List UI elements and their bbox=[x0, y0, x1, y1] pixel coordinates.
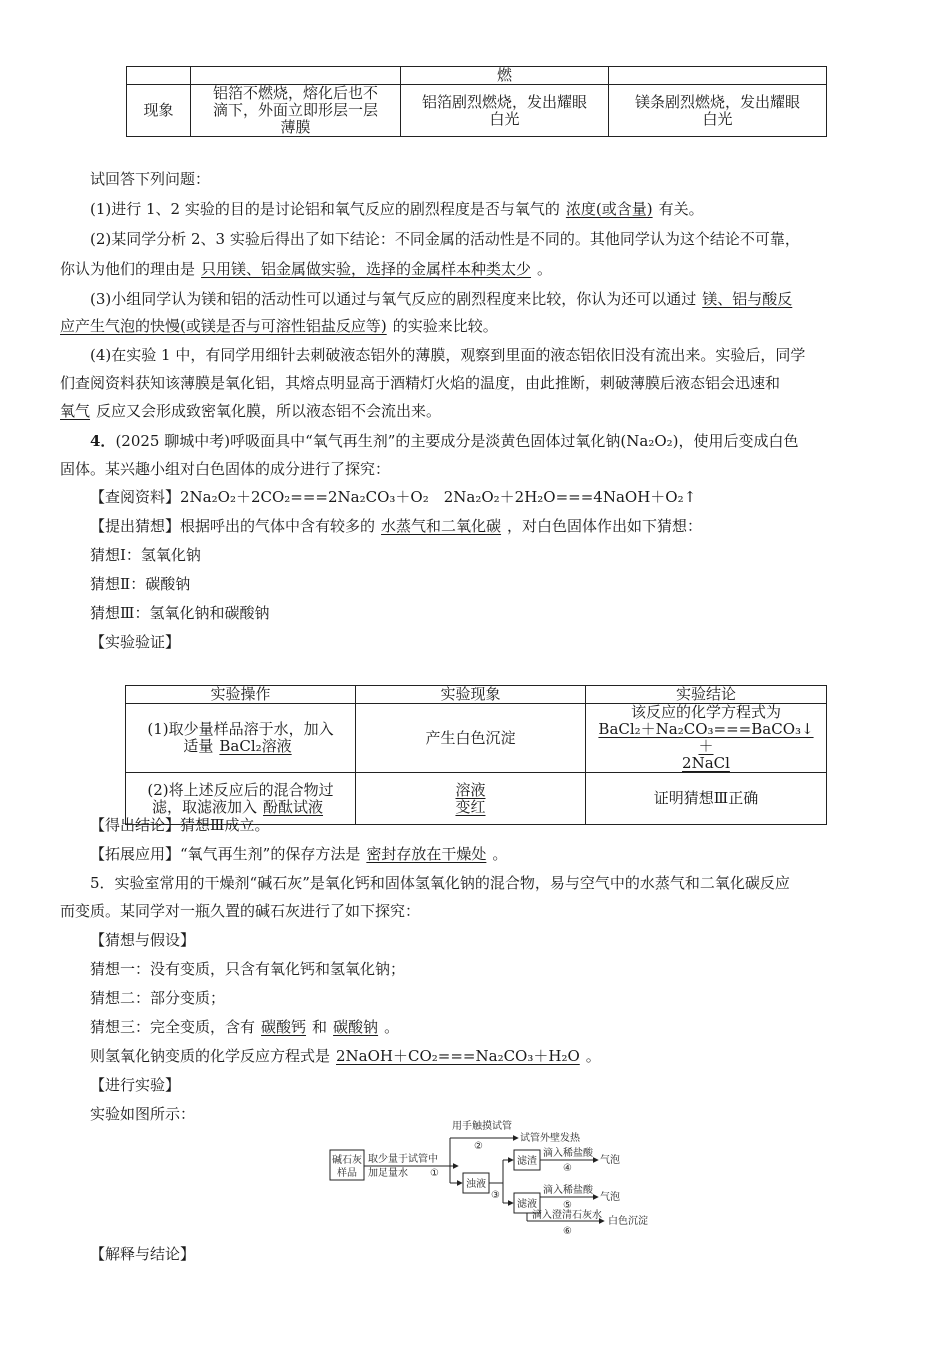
step-label: 用手触摸试管 bbox=[452, 1121, 512, 1132]
equation-line: 则氢氧化钠变质的化学反应方程式是 2NaOH＋CO₂===Na₂CO₃＋H₂O 。 bbox=[90, 1047, 601, 1065]
step-label: 滴入稀盐酸 bbox=[543, 1148, 593, 1159]
question-line: (3)小组同学认为镁和铝的活动性可以通过与氧气反应的剧烈程度来比较，你认为还可以通过 镁、铝与酸反 bbox=[90, 288, 892, 310]
question-line: (1)进行 1、2 实验的目的是讨论铝和氧气反应的剧烈程度是否与氧气的 浓度(或含量) 有关。 bbox=[90, 200, 704, 218]
table-cell: 铝箔不燃烧，熔化后也不 滴下，外面立即形层一层 薄膜 bbox=[191, 85, 401, 137]
table-cell: 燃 bbox=[401, 67, 609, 85]
answer-blank: 只用镁、铝金属做实验，选择的金属样本种类太少 bbox=[201, 260, 532, 278]
hypothesis-item: 猜想二：部分变质； bbox=[90, 989, 226, 1007]
answer-blank: 变红 bbox=[455, 797, 486, 816]
experiment-flow-diagram bbox=[328, 1118, 668, 1238]
hypothesis-line: 【提出猜想】根据呼出的气体中含有较多的 水蒸气和二氧化碳 ，对白色固体作出如下猜想： bbox=[90, 517, 703, 535]
answer-blank: BaCl₂溶液 bbox=[219, 737, 292, 755]
section-tag: 【解释与结论】 bbox=[90, 1245, 196, 1263]
node-label: 滤渣 bbox=[517, 1156, 537, 1167]
answer-blank: 碳酸钠 bbox=[333, 1018, 379, 1036]
sample-label: 样品 bbox=[337, 1168, 357, 1179]
answer-blank: 2NaOH＋CO₂===Na₂CO₃＋H₂O bbox=[336, 1047, 580, 1065]
table-cell: (2)将上述反应后的混合物过 滤，取滤液加入 酚酞试液 bbox=[126, 773, 356, 825]
table-cell: 镁条剧烈燃烧，发出耀眼 白光 bbox=[609, 85, 827, 137]
question-line: 应产生气泡的快慢(或镁是否与可溶性铝盐反应等) 的实验来比较。 bbox=[60, 317, 498, 335]
hypothesis-item: 猜想Ⅰ：氢氧化钠 bbox=[90, 546, 201, 564]
answer-blank: 溶液 bbox=[455, 780, 486, 799]
answer-blank: 镁、铝与酸反 bbox=[702, 290, 793, 308]
hypothesis-item: 猜想Ⅲ：氢氧化钠和碳酸钠 bbox=[90, 604, 270, 622]
result-label: 试管外壁发热 bbox=[520, 1133, 580, 1144]
answer-blank: 氧气 bbox=[60, 402, 91, 420]
question-line: 实验如图所示： bbox=[90, 1105, 196, 1123]
question-line: 而变质。某同学对一瓶久置的碱石灰进行了如下探究： bbox=[60, 902, 421, 920]
step-label: 加足量水 bbox=[368, 1168, 408, 1179]
row-label: 现象 bbox=[127, 85, 191, 137]
conclusion-line: 【得出结论】猜想Ⅲ成立。 bbox=[90, 816, 270, 834]
result-label: 气泡 bbox=[600, 1155, 620, 1166]
question-5-line: 5．实验室常用的干燥剂“碱石灰”是氧化钙和固体氢氧化钠的混合物，易与空气中的水蒸气和二氧化碳反应 bbox=[90, 874, 790, 892]
question-4-line: 4．(2025 聊城中考)呼吸面具中“氧气再生剂”的主要成分是淡黄色固体过氧化钠(Na₂O₂)，使用后变成白色 bbox=[90, 432, 799, 450]
step-label: 取少量于试管中 bbox=[368, 1154, 438, 1165]
observation-table bbox=[126, 66, 827, 137]
question-line: (4)在实验 1 中，有同学用细针去刺破液态铝外的薄膜，观察到里面的液态铝依旧没有流出来。实验后，同学 bbox=[90, 346, 806, 364]
answer-blank: BaCl₂＋Na₂CO₃===BaCO₃↓＋ bbox=[598, 720, 814, 755]
node-label: 浊液 bbox=[466, 1179, 486, 1190]
table-cell: 该反应的化学方程式为 BaCl₂＋Na₂CO₃===BaCO₃↓＋ 2NaCl bbox=[586, 704, 827, 773]
answer-blank: 密封存放在干燥处 bbox=[366, 845, 487, 863]
answer-blank: 应产生气泡的快慢(或镁是否与可溶性铝盐反应等) bbox=[60, 317, 387, 335]
step-number: ② bbox=[474, 1141, 483, 1152]
reference-line: 【查阅资料】2Na₂O₂＋2CO₂===2Na₂CO₃＋O₂ 2Na₂O₂＋2H₂O===4NaOH＋O₂↑ bbox=[90, 488, 697, 506]
section-tag: 【猜想与假设】 bbox=[90, 931, 196, 949]
section-tag: 【进行实验】 bbox=[90, 1076, 181, 1094]
table-cell: 铝箔剧烈燃烧，发出耀眼 白光 bbox=[401, 85, 609, 137]
node-label: 滤液 bbox=[517, 1199, 537, 1210]
answer-blank: 水蒸气和二氧化碳 bbox=[381, 517, 502, 535]
step-number: ⑤ bbox=[563, 1200, 572, 1211]
column-header: 实验现象 bbox=[356, 686, 586, 704]
column-header: 实验结论 bbox=[586, 686, 827, 704]
result-label: 气泡 bbox=[600, 1192, 620, 1203]
question-line: (2)某同学分析 2、3 实验后得出了如下结论：不同金属的活动性是不同的。其他同学认为这个结论不可靠， bbox=[90, 230, 800, 248]
question-line: 们查阅资料获知该薄膜是氧化铝，其熔点明显高于酒精灯火焰的温度，由此推断，刺破薄膜后液态铝会迅速和 bbox=[60, 374, 781, 392]
table-cell: (1)取少量样品溶于水，加入 适量 BaCl₂溶液 bbox=[126, 704, 356, 773]
table-cell: 证明猜想Ⅲ正确 bbox=[586, 773, 827, 825]
question-intro: 试回答下列问题： bbox=[90, 170, 211, 188]
answer-blank: 碳酸钙 bbox=[261, 1018, 307, 1036]
table-cell: 产生白色沉淀 bbox=[356, 704, 586, 773]
answer-blank: 2NaCl bbox=[682, 754, 730, 772]
step-number: ① bbox=[430, 1168, 439, 1179]
answer-blank: 酚酞试液 bbox=[263, 797, 324, 816]
step-label: 滴入澄清石灰水 bbox=[532, 1210, 602, 1221]
result-label: 白色沉淀 bbox=[608, 1216, 648, 1227]
step-number: ⑥ bbox=[563, 1226, 572, 1237]
column-header: 实验操作 bbox=[126, 686, 356, 704]
section-tag: 【实验验证】 bbox=[90, 633, 181, 651]
question-line: 氧气 反应又会形成致密氧化膜，所以液态铝不会流出来。 bbox=[60, 402, 442, 420]
hypothesis-item: 猜想三：完全变质，含有 碳酸钙 和 碳酸钠 。 bbox=[90, 1018, 400, 1036]
step-number: ④ bbox=[563, 1163, 572, 1174]
verification-table bbox=[125, 685, 827, 825]
sample-label: 碱石灰 bbox=[332, 1155, 362, 1166]
step-label: 滴入稀盐酸 bbox=[543, 1185, 593, 1196]
application-line: 【拓展应用】“氧气再生剂”的保存方法是 密封存放在干燥处 。 bbox=[90, 845, 508, 863]
hypothesis-item: 猜想Ⅱ：碳酸钠 bbox=[90, 575, 191, 593]
question-line: 固体。某兴趣小组对白色固体的成分进行了探究： bbox=[60, 460, 391, 478]
answer-blank: 浓度(或含量) bbox=[565, 200, 653, 218]
hypothesis-item: 猜想一：没有变质，只含有氧化钙和氢氧化钠； bbox=[90, 960, 406, 978]
step-number: ③ bbox=[491, 1190, 500, 1201]
question-line: 你认为他们的理由是 只用镁、铝金属做实验，选择的金属样本种类太少 。 bbox=[60, 260, 553, 278]
